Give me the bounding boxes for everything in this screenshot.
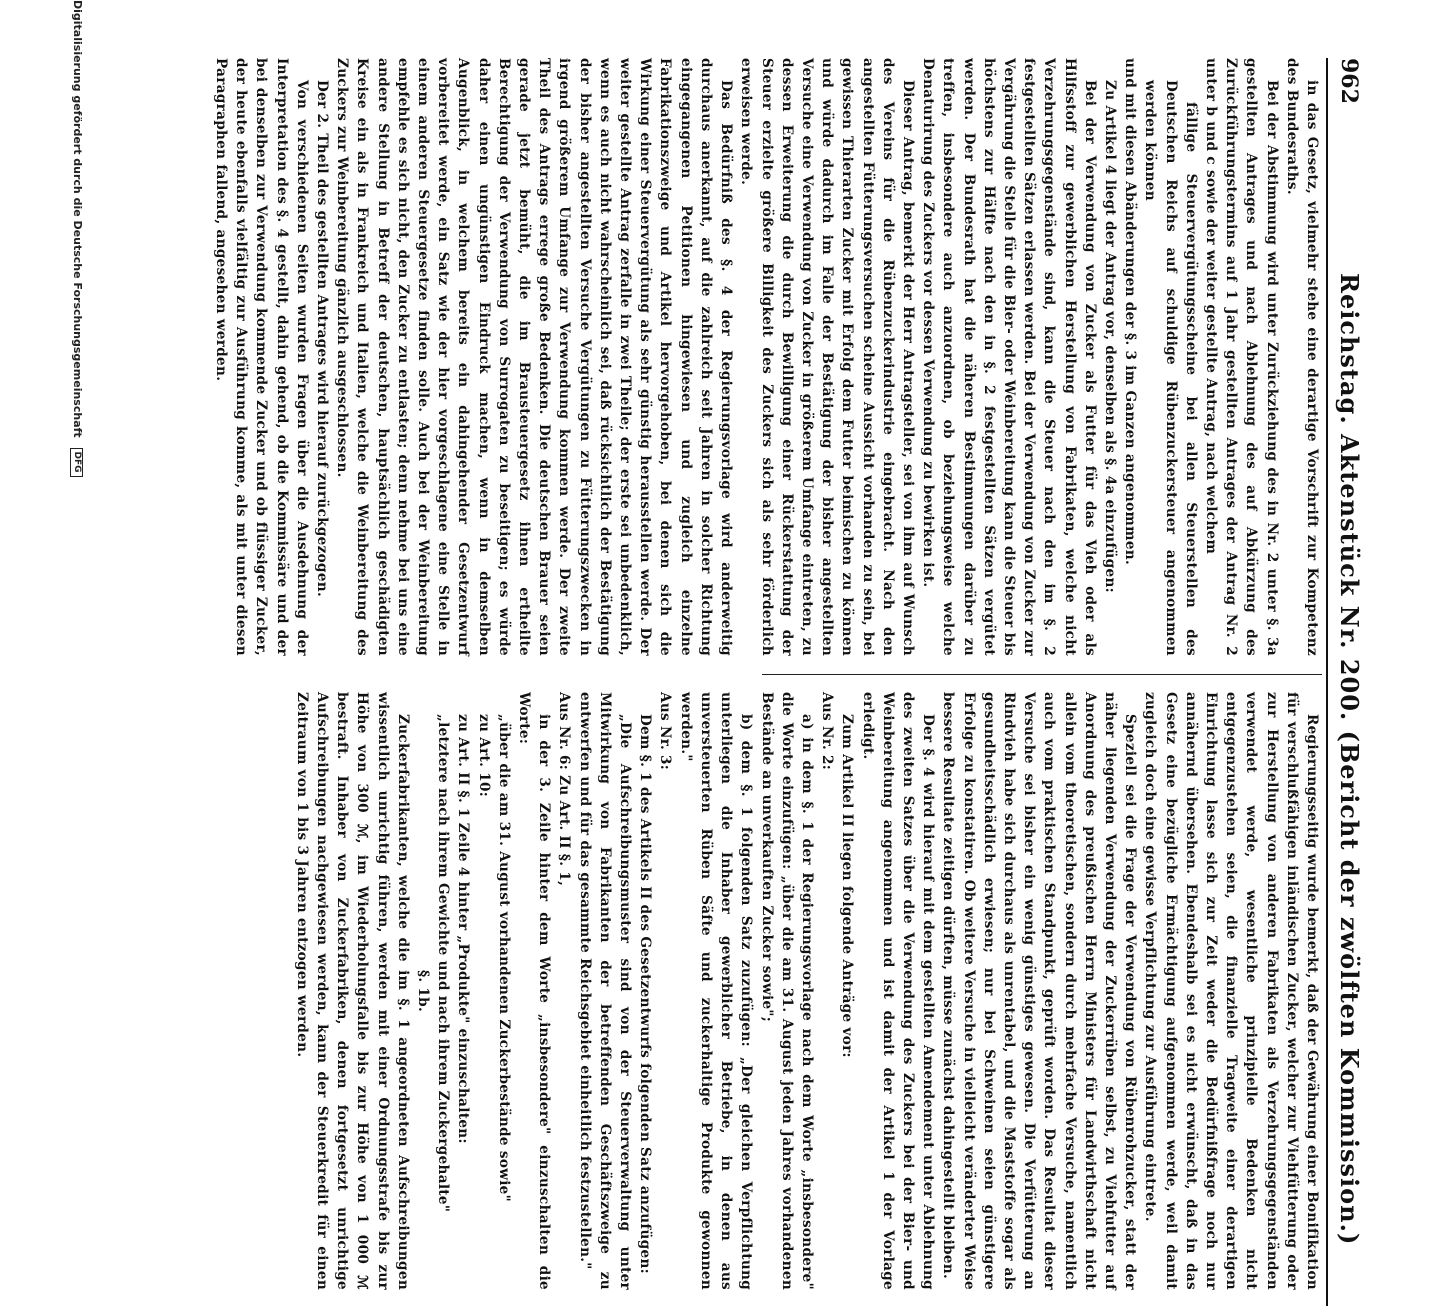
quoted-motion: Bei der Verwendung von Zucker als Futter für das Vieh oder als Hilfsstoff zur gewerblichen Herstellung von Fabrikaten, welche nicht Verzehrungsgegenstände sind, kann die Steuer nach den im §. 2 festgestellten Sätzen erlassen werden. Bei der Verwendung von Zucker zur Vergährung die Stelle für die Bier- oder Weinbereitung kann die Steuer bis höchstens zur Hälfte nach den in §. 2 festgestellten Sätzen vergütet werden. Der Bundesrath hat die näheren Bestimmungen darüber zu treffen, insbesondere auch anzuordnen, ob beziehungsweise welche Denaturirung des Zuckers vor dessen Verwendung zu bewirken ist. <box>920 58 1098 656</box>
paragraph: Speziell sei die Frage der Verwendung von Rübenrohzucker, statt der näher liegenden Verwendung der Zuckerrüben selbst, zu Viehfutter auf Anordnung des preußischen Herrn Ministers für Landwirthschaft nicht allein vom theoretischen, sondern durch mehrfache Versuche, namentlich auch vom praktischen Standpunkt, geprüft worden. Das Resultat dieser Versuche sei bisher ein wenig günstiges gewesen. Die Verfütterung an Rindvieh habe sich durchaus als unrentabel, und die Maststoffe sogar als gesundheitsschädlich erwiesen; nur bei Schweinen seien günstigere Erfolge zu konstatiren. Ob weitere Versuche in vielleicht veränderter Weise bessere Resultate zeitigen dürften, müsse zunächst dahingestellt bleiben. <box>940 692 1139 1290</box>
dfg-logo: DFG <box>71 448 84 477</box>
paragraph: Der 2. Theil des gestellten Antrages wird hierauf zurückgezogen. <box>314 80 331 597</box>
paragraph: Zuckerfabrikanten, welche die im §. 1 angeordneten Aufschreibungen wissentlich unrichtig führen, werden mit einer Ordnungsstrafe bis zur Höhe von 300 ℳ, im Wiederholungsfalle bis zur Höhe von 1 000 ℳ bestraft. Inhaber von Zuckerfabriken, denen fortgesetzt unrichtige Aufschreibungen nachgewiesen werden, kann der Steuerkredit für einen Zeitraum von 1 bis 3 Jahren entzogen werden. <box>293 692 411 1290</box>
paragraph: Der §. 4 wird hierauf mit dem gestellten Amendement unter Ablehnung des zweiten Satzes über die Verwendung des Zuckers bei der Bier- und Weinbereitung angenommen und ist damit der Artikel 1 der Vorlage erledigt. <box>859 692 937 1290</box>
quoted-motion: „Die Aufschreibungsmuster sind von der Steuerverwaltung unter Mitwirkung von Fabrikanten der betreffenden Geschäftszweige zu entwerfen und für das gesammte Reichsgebiet einheitlich festzustellen." <box>576 692 634 1290</box>
paragraph: Dieser Antrag, bemerkt der Herr Antragsteller, sei von ihm auf Wunsch des Vereins für die Rübenzuckerindustrie eingebracht. Nach den angestellten Fütterungsversuchen scheine Aussicht vorhanden zu sein, bei gewissen Thierarten Zucker mit Erfolg dem Futter beimischen zu können und würde dadurch im Falle der Bestätigung der bisher angestellten Versuche eine Verwendung von Zucker in größerem Umfange eintreten, zu dessen Erweiterung die durch Bewilligung einer Rückerstattung der Steuer erzielte größere Billigkeit des Zuckers sich als sehr förderlich erweisen werde. <box>738 58 916 656</box>
quoted-motion: „über die am 31. August vorhandenen Zuckerbestände sowie" <box>495 714 512 1202</box>
page-content <box>66 58 1366 1306</box>
digitization-credit <box>71 0 85 1000</box>
paragraph: zu Art. 10: <box>475 714 492 798</box>
section-label: Aus Nr. 3: <box>657 692 674 771</box>
paragraph: in das Gesetz, vielmehr stehe eine derartige Vorschrift zur Kompetenz des Bundesraths. <box>1283 58 1320 656</box>
quoted-motion: fällige Steuervergütungsscheine bei allen Steuerstellen des Deutschen Reichs auf schuldige Rübenzuckersteuer angenommen werden können <box>1142 80 1199 656</box>
paragraph: zu Art. II §. 1 Zeile 4 hinter „Produkte" einzuschalten: <box>455 714 472 1144</box>
paragraph: Regierungsseitig wurde bemerkt, daß der Gewährung einer Bonifikation für verschlußfähigen inländischen Zucker, welcher zur Viehfütterung oder zur Herstellung von anderen Fabrikaten als Verzehrungsgegenständen verwendet werde, wesentliche prinzipielle Bedenken nicht entgegenzustehen seien, die finanzielle Tragweite einer derartigen Einrichtung lasse sich zur Zeit weder die Bedürfnißfrage noch nur annähernd übersehen. Ebendeshalb sei es nicht erwünscht, daß in das Gesetz eine bezügliche Ermächtigung aufgenommen werde, weil damit zugleich doch eine gewisse Verpflichtung zur Ausführung eintrete. <box>1142 692 1320 1290</box>
paragraph: und mit diesen Abänderungen der §. 3 im Ganzen angenommen. <box>1122 58 1139 565</box>
right-column <box>82 692 1322 1290</box>
paragraph: Zu Artikel 4 liegt der Antrag vor, denselben als §. 4a einzufügen: <box>1101 80 1118 593</box>
quoted-motion: „letztere nach ihrem Gewichte und nach ihrem Zuckergehalte" <box>435 714 452 1213</box>
paragraph: Zum Artikel II liegen folgende Anträge vor: <box>839 714 856 1058</box>
amendment-item: b) dem §. 1 folgenden Satz zuzufügen: „Der gleichen Verpflichtung unterliegen die Inhaber gewerblicher Betriebe, in denen aus unversteuerten Rüben Säfte und zuckerhaltige Produkte gewonnen werden." <box>677 692 755 1290</box>
amendment-item: a) in dem §. 1 der Regierungsvorlage nach dem Worte „insbesondere" die Worte einzufügen: „über die am 31. August jeden Jahres vorhandenen Bestände an unverkauften Zucker sowie"; <box>758 692 815 1290</box>
section-label: Aus Nr. 6: Zu Art. II §. 1, <box>556 692 573 887</box>
section-heading: §. 1b. <box>415 969 432 1013</box>
paragraph: Das Bedürfniß des §. 4 der Regierungsvorlage wird anderweitig durchaus anerkannt, auf die zahlreich seit Jahren in solcher Richtung eingegangenen Petitionen hingewiesen und zugleich einzelne Fabrikationszweige und Artikel hervorgehoben, bei denen sich die Wirkung einer Steuervergütung als sehr günstig herausstellen werde. Der weiter gestellte Antrag zerfalle in zwei Theile; der erste sei unbedenklich, wenn es auch nicht wahrscheinlich sei, daß rücksichtlich der Bestätigung der bisher angestellten Versuche Vergütungen zu Fütterungszwecken in irgend größerem Umfange zur Verwendung kommen werde. Der zweite Theil des Antrags errege große Bedenken. Die deutschen Brauer seien gerade jetzt bemüht, die im Brausteuergesetz ihnen ertheilte Berechtigung der Verwendung von Surrogaten zu beseitigen; es würde daher einen ungünstigen Eindruck machen, wenn in demselben Augenblick, in welchem bereits ein dahingehender Gesetzentwurf vorbereitet werde, ein Satz wie der hier vorgeschlagene eine Stelle in einem anderen Steuergesetze finden solle. Auch bei der Weinbereitung empfehle es sich nicht, den Zucker zu entlasten; denn nehme bei uns eine andere Stellung in Betreff der deutschen, hauptsächlich geschädigten Kreise ein als in Frankreich und Italien, welche die Weinbereitung des Zuckers zur Weinbereitung gänzlich ausgeschlossen. <box>334 58 735 656</box>
paragraph: Dem §. 1 des Artikels II des Gesetzentwurfs folgenden Satz anzufügen: <box>637 714 654 1274</box>
section-label: Aus Nr. 2: <box>819 692 836 771</box>
text-columns <box>82 58 1322 1306</box>
paragraph: Von verschiedenen Seiten wurden Fragen über die Ausdehnung der Interpretation des §. 4 gestellt, dahin gehend, ob die Kommissäre und der bei denselben zur Verwendung kommende Zucker und ob flüssiger Zucker, der heute ebenfalls vielfältig zur Ausführung komme, als mit unter diesen Paragraphen fallend, angesehen werden. <box>213 58 310 656</box>
page-header <box>1326 58 1366 1306</box>
paragraph: Bei der Abstimmung wird unter Zurückziehung des in Nr. 2 unter §. 3a gestellten Antrages und nach Ablehnung des auf Abkürzung des Zurückführungstermins auf 1 Jahr gestellten Antrages der Antrag Nr. 2 unter b und c sowie der weiter gestellte Antrag, nach welchem <box>1202 58 1280 656</box>
paragraph: in der 3. Zeile hinter dem Worte „insbesondere" einzuschalten die Worte: <box>516 692 553 1290</box>
left-column <box>82 58 1322 656</box>
digitization-note: Digitalisierung gefördert durch die Deutsche Forschungsgemeinschaft <box>71 0 84 438</box>
page-number: 962 <box>1336 58 1362 104</box>
page-title: Reichstag. Aktenstück Nr. 200. (Bericht der zwölften Kommission.) <box>1335 273 1364 1246</box>
